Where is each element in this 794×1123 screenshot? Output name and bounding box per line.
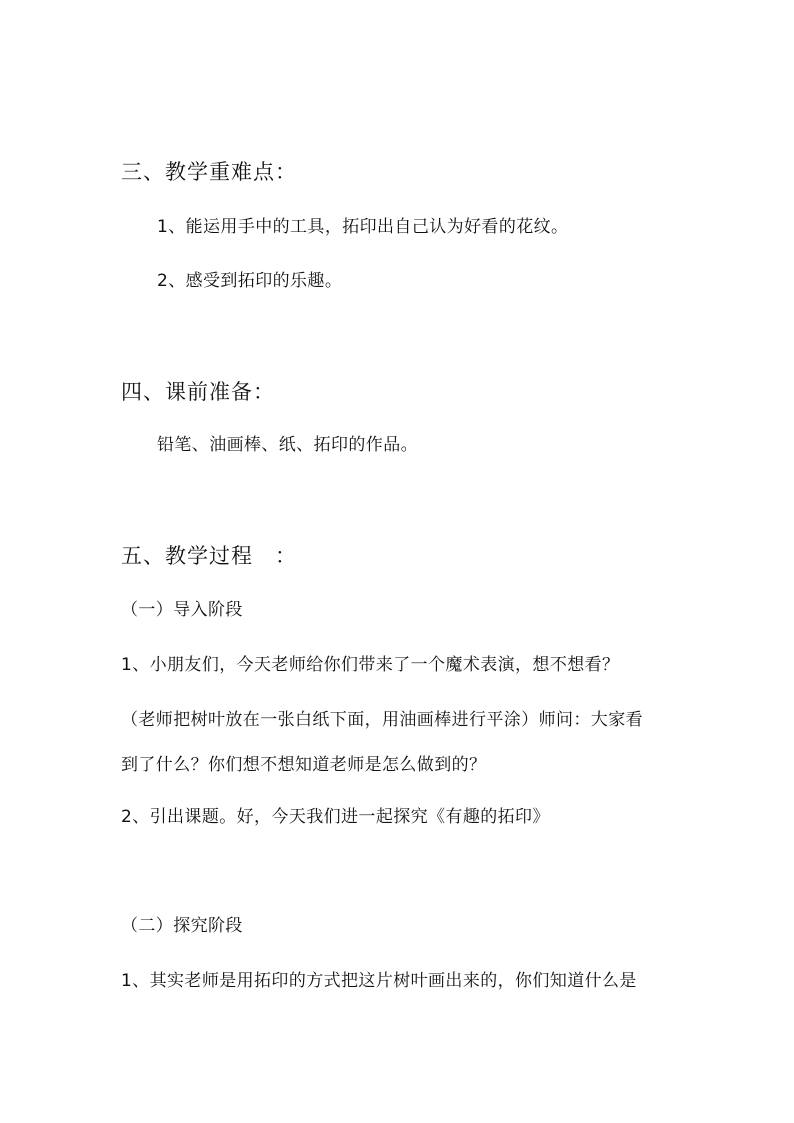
part-1-title: （一）导入阶段 [121,600,243,620]
part-1-line-2: （老师把树叶放在一张白纸下面，用油画棒进行平涂）师问：大家看 [121,710,643,730]
section-5-heading: 五、教学过程 ： [121,544,297,568]
part-1-line-4: 2、引出课题。好，今天我们进一起探究《有趣的拓印》 [121,807,550,827]
section-3-item-2: 2、感受到拓印的乐趣。 [157,271,343,291]
section-3-heading: 三、教学重难点： [121,160,297,184]
part-1-line-1: 1、小朋友们，今天老师给你们带来了一个魔术表演，想不想看？ [121,655,620,675]
section-4-materials: 铅笔、油画棒、纸、拓印的作品。 [157,435,418,455]
section-3-item-1: 1、能运用手中的工具，拓印出自己认为好看的花纹。 [157,217,569,237]
part-2-title: （二）探究阶段 [121,916,243,936]
part-1-line-3: 到了什么？你们想不想知道老师是怎么做到的？ [121,755,487,775]
section-4-heading: 四、课前准备： [121,380,275,404]
part-2-line-1: 1、其实老师是用拓印的方式把这片树叶画出来的，你们知道什么是 [121,971,637,991]
